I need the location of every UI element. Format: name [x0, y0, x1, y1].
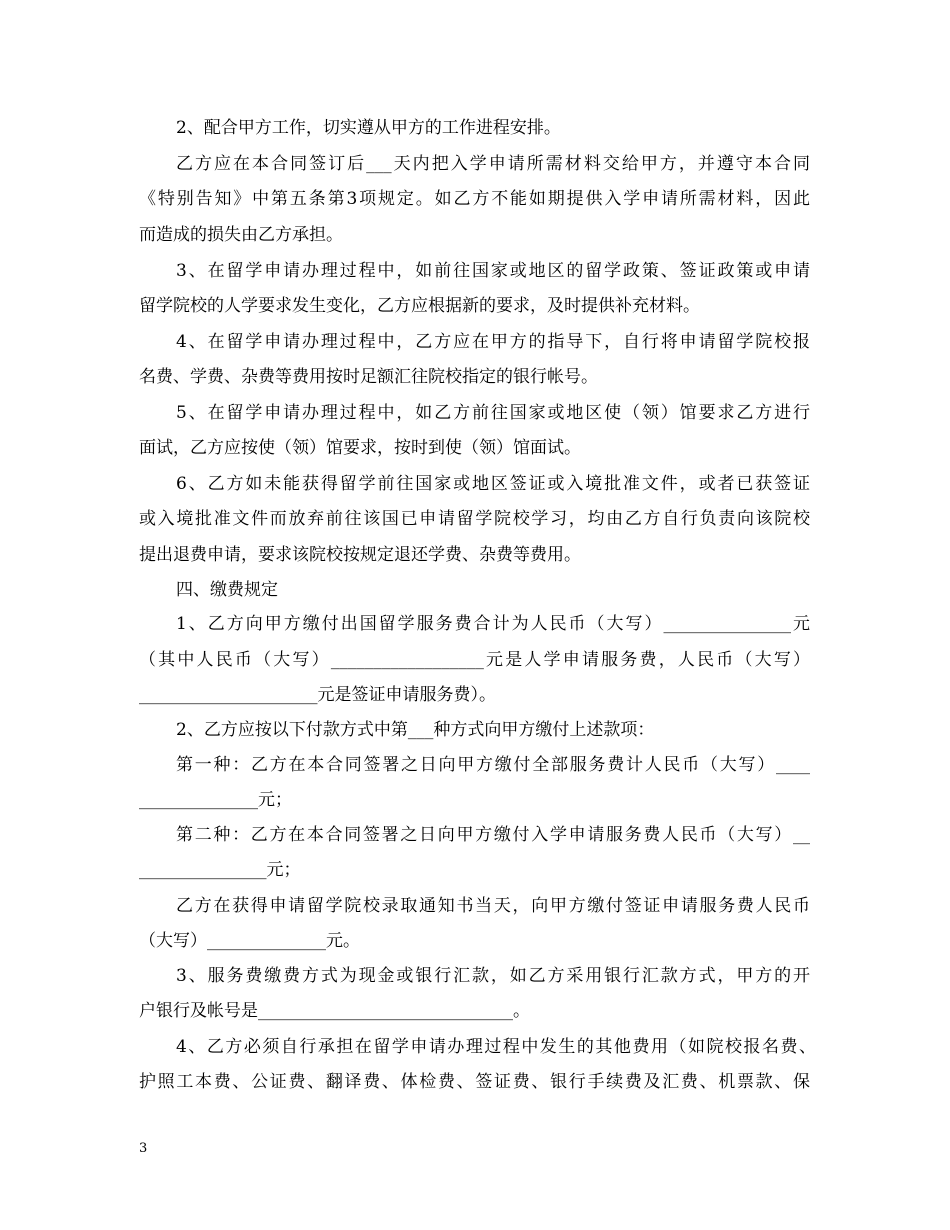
text-line-content: 名费、学费、杂费等费用按时足额汇往院校指定的银行帐号。 — [139, 367, 598, 387]
page-number: 3 — [139, 1141, 148, 1156]
text-line-content: 提出退费申请，要求该院校按规定退还学费、杂费等费用。 — [139, 545, 581, 565]
text-line-content: （其中人民币（大写）__________________元是人学申请服务费，人民币（大写） — [139, 650, 810, 670]
text-line-content: ______________元； — [139, 790, 292, 810]
text-line-content: 面试，乙方应按使（领）馆要求，按时到使（领）馆面试。 — [139, 438, 581, 458]
text-line-content: 4、乙方必须自行承担在留学申请办理过程中发生的其他费用（如院校报名费、 — [176, 1037, 816, 1057]
text-line-content: 2、乙方应按以下付款方式中第___种方式向甲方缴付上述款项： — [176, 720, 655, 740]
text-line-content: 护照工本费、公证费、翻译费、体检费、签证费、银行手续费及汇费、机票款、保 — [139, 1072, 810, 1092]
text-line-content: 第一种：乙方在本合同签署之日向甲方缴付全部服务费计人民币（大写）____ — [176, 755, 810, 775]
text-line-content: 而造成的损失由乙方承担。 — [139, 225, 343, 245]
text-line-content: _____________________元是签证申请服务费）。 — [139, 685, 496, 705]
text-line-content: 2、配合甲方工作，切实遵从甲方的工作进程安排。 — [176, 118, 561, 138]
text-line-content: 5、在留学申请办理过程中，如乙方前往国家或地区使（领）馆要求乙方进行 — [176, 403, 810, 423]
text-line-content: 4、在留学申请办理过程中，乙方应在甲方的指导下，自行将申请留学院校报 — [176, 332, 810, 352]
text-line-content: 乙方在获得申请留学院校录取通知书当天，向甲方缴付签证申请服务费人民币 — [176, 896, 810, 916]
text-line-content: 留学院校的人学要求发生变化，乙方应根据新的要求，及时提供补充材料。 — [139, 296, 700, 316]
text-line-content: 1、乙方向甲方缴付出国留学服务费合计为人民币（大写）_______________元 — [176, 614, 810, 634]
text-line-content: 户银行及帐号是______________________________。 — [139, 1001, 530, 1021]
text-line-content: 6、乙方如未能获得留学前往国家或地区签证或入境批准文件，或者已获签证 — [176, 474, 810, 494]
text-line-content: 或入境批准文件而放弃前往该国已申请留学院校学习，均由乙方自行负责向该院校 — [139, 509, 810, 529]
text-line-content: 乙方应在本合同签订后___天内把入学申请所需材料交给甲方，并遵守本合同 — [176, 154, 810, 174]
text-line-content: 3、服务费缴费方式为现金或银行汇款，如乙方采用银行汇款方式，甲方的开 — [176, 966, 810, 986]
text-line-content: 《特别告知》中第五条第3项规定。如乙方不能如期提供入学申请所需材料，因此 — [139, 189, 810, 209]
text-line-content: 第二种：乙方在本合同签署之日向甲方缴付入学申请服务费人民币（大写）__ — [176, 825, 810, 845]
text-line-content: 3、在留学申请办理过程中，如前往国家或地区的留学政策、签证政策或申请 — [176, 261, 810, 281]
text-line-content: （大写）______________元。 — [139, 931, 360, 951]
section-heading-text: 四、缴费规定 — [176, 580, 278, 600]
text-line-content: _______________元； — [139, 860, 301, 880]
